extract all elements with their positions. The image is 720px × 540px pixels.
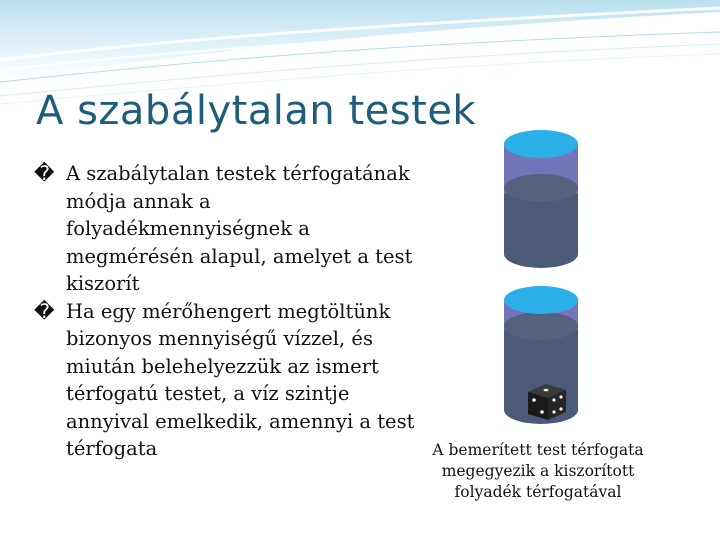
bullet-glyph-icon: �	[34, 298, 55, 323]
bullet-text: A szabálytalan testek térfogatának módja annak a folyadékmennyiségnek a megmérésén alapul, amelyet a test kiszorít	[66, 162, 413, 295]
bullet-glyph-icon: �	[34, 161, 55, 185]
measuring-cylinder-icon	[500, 126, 582, 276]
dice-icon	[524, 378, 570, 424]
bullet-text: Ha egy mérőhengert megtöltünk bizonyos mennyiségű vízzel, és miután belehelyezzük az ismert térfogatú testet, a víz szintje annyival emelkedik, amennyi a test térfogata	[66, 299, 415, 460]
bullet-item	[34, 298, 424, 463]
bullet-list	[34, 160, 424, 463]
slide-title: A szabálytalan testek	[36, 88, 477, 134]
bullet-item	[34, 160, 424, 298]
figure-caption: A bemerített test térfogata megegyezik a kiszorított folyadék térfogatával	[432, 441, 644, 501]
